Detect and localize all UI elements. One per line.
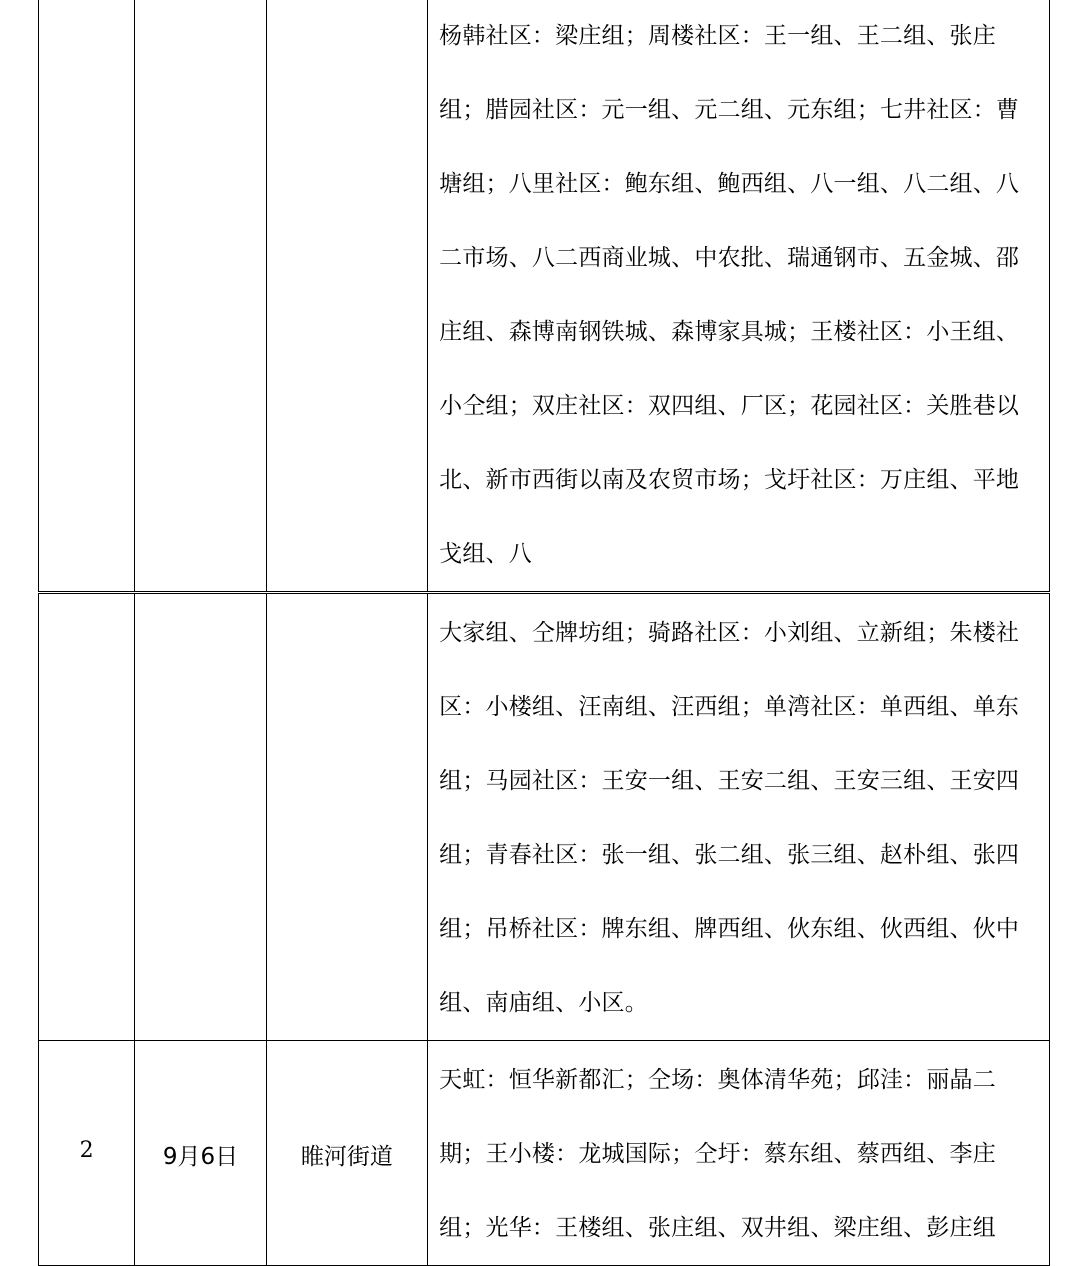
schedule-table (38, 0, 1050, 1266)
area-cell (428, 1041, 1050, 1266)
row-number: 2 (79, 1138, 94, 1163)
date-cell (135, 593, 266, 1041)
row-date: 9月6日 (162, 1144, 239, 1170)
area-cell (428, 593, 1050, 1041)
area-cell (428, 0, 1050, 593)
row-area-text: 天虹：恒华新都汇；仝场：奥体清华苑；邱洼：丽晶二期；王小楼：龙城国际；仝圩：蔡东组、蔡西组、李庄组；光华：王楼组、张庄组、双井组、梁庄组、彭庄组 (439, 1067, 996, 1241)
street-cell (266, 0, 427, 593)
number-cell (39, 1041, 135, 1266)
row-street: 睢河街道 (300, 1144, 393, 1170)
date-cell (135, 0, 266, 593)
date-cell (135, 1041, 266, 1266)
table-row (39, 1041, 1050, 1266)
street-cell (266, 593, 427, 1041)
number-cell (39, 593, 135, 1041)
table-row (39, 0, 1050, 593)
row-area-text: 大家组、仝牌坊组；骑路社区：小刘组、立新组；朱楼社区：小楼组、汪南组、汪西组；单湾社区：单西组、单东组；马园社区：王安一组、王安二组、王安三组、王安四组；青春社区：张一组、张二组、张三组、赵朴组、张四组；吊桥社区：牌东组、牌西组、伙东组、伙西组、伙中组、南庙组、小区。 (439, 620, 1020, 1016)
table-row (39, 593, 1050, 1041)
number-cell (39, 0, 135, 593)
street-cell (266, 1041, 427, 1266)
row-area-text: 杨韩社区：梁庄组；周楼社区：王一组、王二组、张庄组；腊园社区：元一组、元二组、元东组；七井社区：曹塘组；八里社区：鲍东组、鲍西组、八一组、八二组、八二市场、八二西商业城、中农批、瑞通钢市、五金城、邵庄组、森博南钢铁城、森博家具城；王楼社区：小王组、小仝组；双庄社区：双四组、厂区；花园社区：关胜巷以北、新市西街以南及农贸市场；戈圩社区：万庄组、平地戈组、八 (439, 23, 1020, 567)
